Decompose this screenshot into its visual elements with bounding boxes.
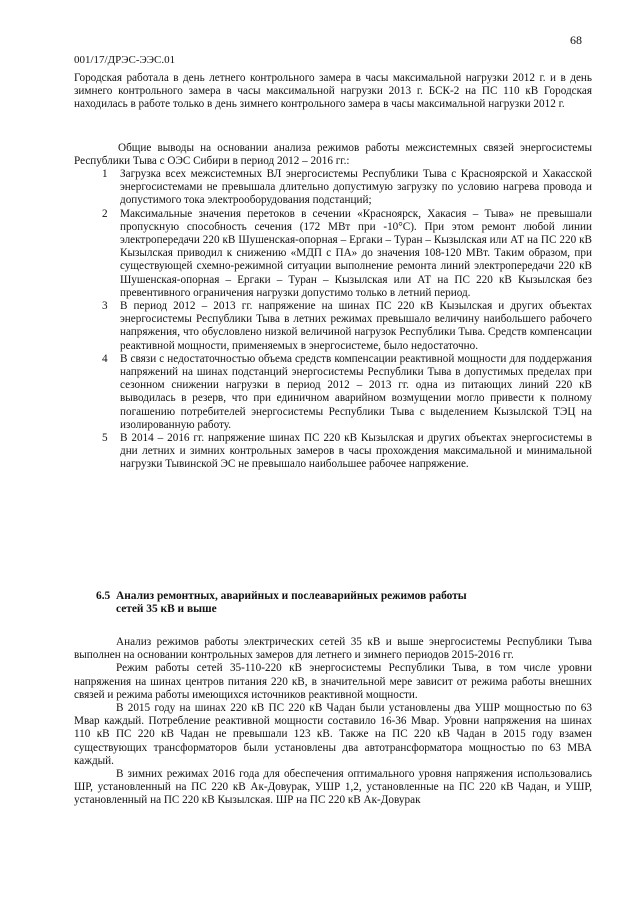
list-item-number: 4 [102, 352, 108, 365]
section-number: 6.5 [96, 590, 111, 602]
summary-intro-block [74, 142, 592, 168]
body-paragraph: В зимних режимах 2016 года для обеспечения оптимального уровня напряжения использовались ШР, установленный на ПС 220 кВ Ак-Довурак, УШР 1,2, установленные на ПС 220 кВ Чадан, и УШР, установленный на ПС 220 кВ Кызылская. ШР на ПС 220 кВ Ак-Довурак [74, 768, 592, 807]
list-item [100, 168, 592, 208]
list-item [100, 300, 592, 353]
body-paragraph: Режим работы сетей 35-110-220 кВ энергосистемы Республики Тыва, в том числе уровни напряжения на шинах центров питания 220 кВ, в значительной мере зависит от режима работы внешних связей и режима работы имеющихся источников реактивной мощности. [74, 662, 592, 701]
intro-paragraph: Городская работала в день летнего контрольного замера в часы максимальной нагрузки 2012 г. и в день зимнего контрольного замера в часы максимальной нагрузки 2013 г. БСК-2 на ПС 110 кВ Городская находилась в работе только в день зимнего контрольного замера в часы максимальной нагрузки 2012 г. [74, 72, 592, 111]
list-item-text: В связи с недостаточностью объема средств компенсации реактивной мощности для поддержания напряжений на шинах подстанций энергосистемы Республики Тыва в допустимых пределах при сезонном снижении нагрузки в период 2012 – 2013 гг. одна из питающих линий 220 кВ выводилась в резерв, что при единичном аварийном возмущении могло привести к полному погашению потребителей энергосистемы Республики Тыва с выделением Кызылской ТЭЦ на изолированную работу. [120, 352, 592, 431]
list-item-number: 1 [102, 168, 108, 180]
body-paragraph: В 2015 году на шинах 220 кВ ПС 220 кВ Чадан были установлены два УШР мощностью по 63 Мвар каждый. Потребление реактивной мощности составило 16-36 Мвар. Уровни напряжения на шинах 110 кВ ПС 220 кВ Чадан не превышали 123 кВ. Также на ПС 220 кВ Чадан в 2015 году взамен существующих трансформаторов были установлены два автотрансформатора мощностью по 63 МВА каждый. [74, 702, 592, 767]
body-paragraph: Анализ режимов работы электрических сетей 35 кВ и выше энергосистемы Республики Тыва выполнен на основании контрольных замеров для летнего и зимнего периодов 2015-2016 гг. [74, 636, 592, 662]
section-body [74, 636, 592, 808]
section-title-line2: сетей 35 кВ и выше [116, 603, 217, 616]
intro-paragraph-block [74, 72, 592, 112]
list-item [100, 353, 592, 432]
document-code: 001/17/ДРЭС-ЭЭС.01 [74, 54, 176, 66]
list-item-text: В 2014 – 2016 гг. напряжение шинах ПС 220 кВ Кызылская и других объектах энергосистемы в дни летних и зимних контрольных замеров в часы прохождения максимальной и минимальной нагрузки Тывинской ЭС не превышало наибольшее рабочее напряжение. [120, 432, 592, 471]
conclusions-list [100, 168, 592, 472]
section-heading [96, 590, 536, 617]
list-item-text: Максимальные значения перетоков в сечении «Красноярск, Хакасия – Тыва» не превышали пропускную способность сечения (172 МВт при -10°С). При этом ремонт любой линии электропередачи 220 кВ Шушенская-опорная – Ергаки – Туран – Кызылская или АТ на ПС 220 кВ Кызылская приводил к снижению «МДП с ПА» до значения 108-120 МВт. Таким образом, при существующей схемно-режимной ситуации выполнение ремонта линий электропередачи 220 кВ Шушенская-опорная – Ергаки – Туран – Кызылская или АТ на ПС 220 кВ Кызылская без превентивного ограничения нагрузки допустимо только в летний период. [120, 207, 592, 299]
section-title-line1: Анализ ремонтных, аварийных и послеаварийных режимов работы [116, 590, 467, 602]
list-item-number: 5 [102, 432, 108, 445]
list-item-number: 2 [102, 207, 108, 220]
page-number: 68 [570, 33, 582, 47]
list-item [100, 208, 592, 300]
list-item-text: В период 2012 – 2013 гг. напряжение на шинах ПС 220 кВ Кызылская и других объектах энергосистемы Республики Тыва в летних режимах превышало величину наибольшего рабочего напряжения, что обусловлено низкой величиной нагрузок Республики Тыва. Средств компенсации реактивной мощности, применяемых в энергосистеме, было недостаточно. [120, 300, 592, 352]
summary-intro: Общие выводы на основании анализа режимов работы межсистемных связей энергосистемы Республики Тыва с ОЭС Сибири в период 2012 – 2016 гг.: [74, 142, 592, 168]
list-item-text: Загрузка всех межсистемных ВЛ энергосистемы Республики Тыва с Красноярской и Хакасской энергосистемами не превышала длительно допустимую загрузку по условию нагрева провода и допустимого тока электрооборудования подстанций; [120, 168, 592, 207]
list-item-number: 3 [102, 300, 108, 313]
list-item [100, 432, 592, 472]
